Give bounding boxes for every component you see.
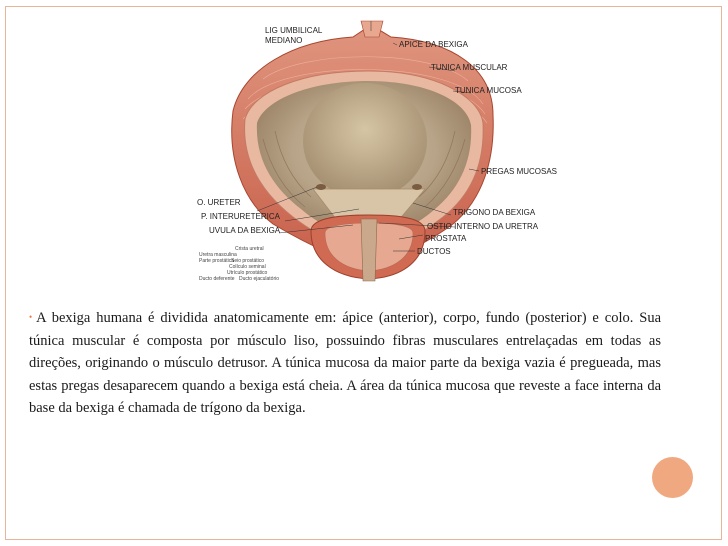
label-tunica-muscular: TUNICA MUSCULAR (431, 63, 508, 72)
label-ductos: DUCTOS (417, 247, 451, 256)
bullet-icon: • (29, 312, 33, 322)
body-paragraph: A bexiga humana é dividida anatomicamente em: ápice (anterior), corpo, fundo (posterior) e colo. Sua túnica muscular é composta por músculo liso, possuindo fibras musculares entrelaçadas em todas as direções, originando o músculo detrusor. A túnica mucosa da maior parte da bexiga vazia é pregueada, mas estas pregas desaparecem quando a bexiga está cheia. A área da túnica mucosa que reveste a face interna da base da bexiga é chamada de trígono da bexiga. (29, 310, 661, 417)
label-ostio: OSTIO INTERNO DA URETRA (427, 222, 539, 231)
label-seio-prostatico: Seio prostático (231, 258, 265, 264)
label-tunica-mucosa: TUNICA MUCOSA (455, 86, 522, 95)
label-uretra-masculina: Uretra masculina (199, 252, 237, 258)
decorative-circle (652, 457, 693, 498)
label-parte-prostatica: Parte prostática (199, 258, 235, 264)
label-o-ureter: O. URETER (197, 198, 241, 207)
label-prostata: PROSTATA (425, 234, 467, 243)
label-utriculo-prostatico: Utrículo prostático (227, 270, 268, 276)
body-paragraph-block (29, 306, 661, 420)
label-coliculo-seminal: Colículo seminal (229, 264, 266, 270)
label-pregas-mucosas: PREGAS MUCOSAS (481, 167, 558, 176)
bladder-illustration (193, 19, 585, 291)
label-lig-umbilical: LIG UMBILICAL (265, 26, 323, 35)
label-ducto-deferente: Ducto deferente (199, 276, 235, 282)
label-mediano: MEDIANO (265, 36, 303, 45)
label-apice: APICE DA BEXIGA (399, 40, 468, 49)
label-trigono: TRIGONO DA BEXIGA (453, 208, 536, 217)
label-p-interureterica: P. INTERURETERICA (201, 212, 280, 221)
label-ducto-ejaculatorio: Ducto ejaculatório (239, 276, 280, 282)
label-uvula: UVULA DA BEXIGA (209, 226, 281, 235)
label-crista-uretral: Crista uretral (235, 246, 264, 252)
